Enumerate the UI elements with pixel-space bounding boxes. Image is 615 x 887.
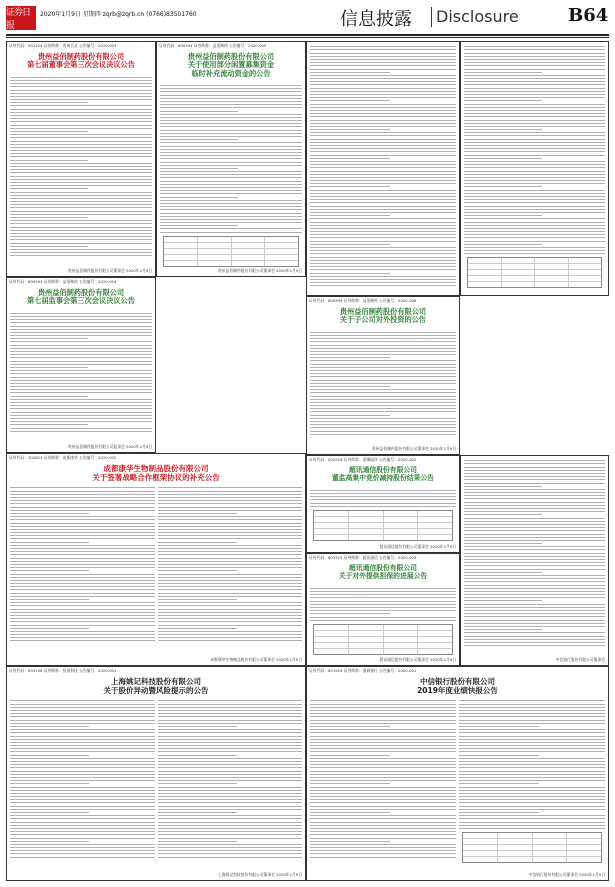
announcement-3 (306, 41, 460, 296)
announcement-title: 贵州益佰制药股份有限公司 第七届董事会第三次会议决议公告 (27, 52, 135, 70)
security-code-line: 证券代码：600594 证券简称：益佰制药 公告编号：2020-004 (9, 279, 117, 284)
announcement-body (461, 456, 608, 650)
announcement-title: 成都康华生物制品股份有限公司 关于签署战略合作框架协议的补充公告 (92, 464, 220, 482)
announcement-body (157, 81, 305, 272)
data-table (462, 832, 602, 863)
announcement-1 (6, 41, 156, 277)
section-title-en: Disclosure (436, 7, 519, 26)
announcement-body (461, 42, 608, 293)
announcement-7 (6, 453, 306, 666)
announcement-11 (306, 666, 609, 881)
announcement-body (307, 698, 608, 866)
data-table (313, 510, 453, 541)
announcement-title: 超讯通信股份有限公司 关于对外提供担保的进展公告 (338, 564, 428, 580)
security-code-line: 证券代码：603322 证券简称：超讯通信 公告编号：2020-003 (309, 555, 417, 560)
title-divider (431, 7, 432, 27)
signature-line: 超讯通信股份有限公司董事会 2020年1月9日 (379, 657, 456, 662)
signature-line: 贵州益佰制药股份有限公司董事会 2020年1月9日 (67, 268, 152, 273)
signature-line: 超讯通信股份有限公司董事会 2020年1月9日 (379, 544, 456, 549)
page-number: B64 (568, 5, 609, 26)
announcement-body (307, 328, 459, 439)
security-code-line: 证券代码：600594 证券简称：益佰制药 公告编号：2020-005 (159, 43, 267, 48)
newspaper-logo (6, 6, 36, 30)
page-header (0, 0, 615, 34)
announcement-5 (6, 277, 156, 453)
announcement-6 (306, 296, 460, 455)
header-rule (6, 34, 609, 36)
security-code-line: 证券代码：002918 证券简称：蒙娜丽莎 公告编号：2020-002 (309, 457, 417, 462)
data-table (163, 236, 299, 267)
announcement-title: 超讯通信股份有限公司 董监高集中竞价减持股份结果公告 (332, 466, 434, 482)
announcement-12 (460, 455, 609, 666)
announcement-2 (156, 41, 306, 277)
signature-line: 中信银行股份有限公司董事会 (555, 657, 605, 662)
header-rule-thin (6, 37, 609, 38)
announcement-9 (306, 553, 460, 666)
issue-meta: 2020年1月9日 星期四 zqrb@zqrb.cn (0766)83501760 (40, 11, 197, 18)
announcement-body (307, 584, 459, 660)
announcement-body (307, 42, 459, 290)
signature-line: 中信银行股份有限公司董事会 2020年1月9日 (528, 872, 605, 877)
signature-line: 贵州益佰制药股份有限公司董事会 2020年1月9日 (371, 446, 456, 451)
announcement-8 (306, 455, 460, 553)
announcement-title: 上海姚记科技股份有限公司 关于股价异动暨风险提示的公告 (103, 677, 209, 695)
security-code-line: 证券代码：601916 证券简称：浙商银行 公告编号：2020-001 (309, 668, 417, 673)
announcement-title: 贵州益佰制药股份有限公司 关于子公司对外投资的公告 (339, 307, 427, 325)
data-table (467, 257, 602, 288)
announcement-body (7, 73, 155, 261)
announcement-body (7, 698, 305, 860)
announcement-body (307, 486, 459, 546)
section-title: 信息披露 (340, 9, 412, 30)
announcement-4 (460, 41, 609, 296)
signature-line: 贵州益佰制药股份有限公司董事会 2020年1月9日 (217, 268, 302, 273)
logo-text: 证券日报 (6, 8, 31, 31)
security-code-line: 证券代码：600594 证券简称：益佰制药 公告编号：2020-006 (309, 298, 417, 303)
security-code-line: 证券代码：002424 证券简称：贵州百灵 公告编号：2020-003 (9, 43, 117, 48)
security-code-line: 证券代码：300624 证券简称：成都康华 公告编号：2020-002 (9, 455, 117, 460)
announcement-body (7, 485, 305, 643)
security-code-line: 证券代码：603106 证券简称：恒银科技 公告编号：2020-001 (9, 668, 117, 673)
announcement-title: 中信银行股份有限公司 2019年度业绩快报公告 (417, 677, 498, 695)
announcement-title: 贵州益佰制药股份有限公司 关于使用部分闲置募集资金 临时补充流动资金的公告 (187, 52, 275, 78)
announcement-10 (6, 666, 306, 881)
signature-line: 贵州益佰制药股份有限公司监事会 2020年1月9日 (67, 444, 152, 449)
signature-line: 成都康华生物制品股份有限公司董事会 2020年1月9日 (210, 657, 302, 662)
announcement-body (7, 309, 155, 436)
data-table (313, 624, 453, 655)
announcement-title: 贵州益佰制药股份有限公司 第七届监事会第三次会议决议公告 (27, 288, 135, 306)
signature-line: 上海姚记科技股份有限公司董事会 2020年1月9日 (217, 872, 302, 877)
